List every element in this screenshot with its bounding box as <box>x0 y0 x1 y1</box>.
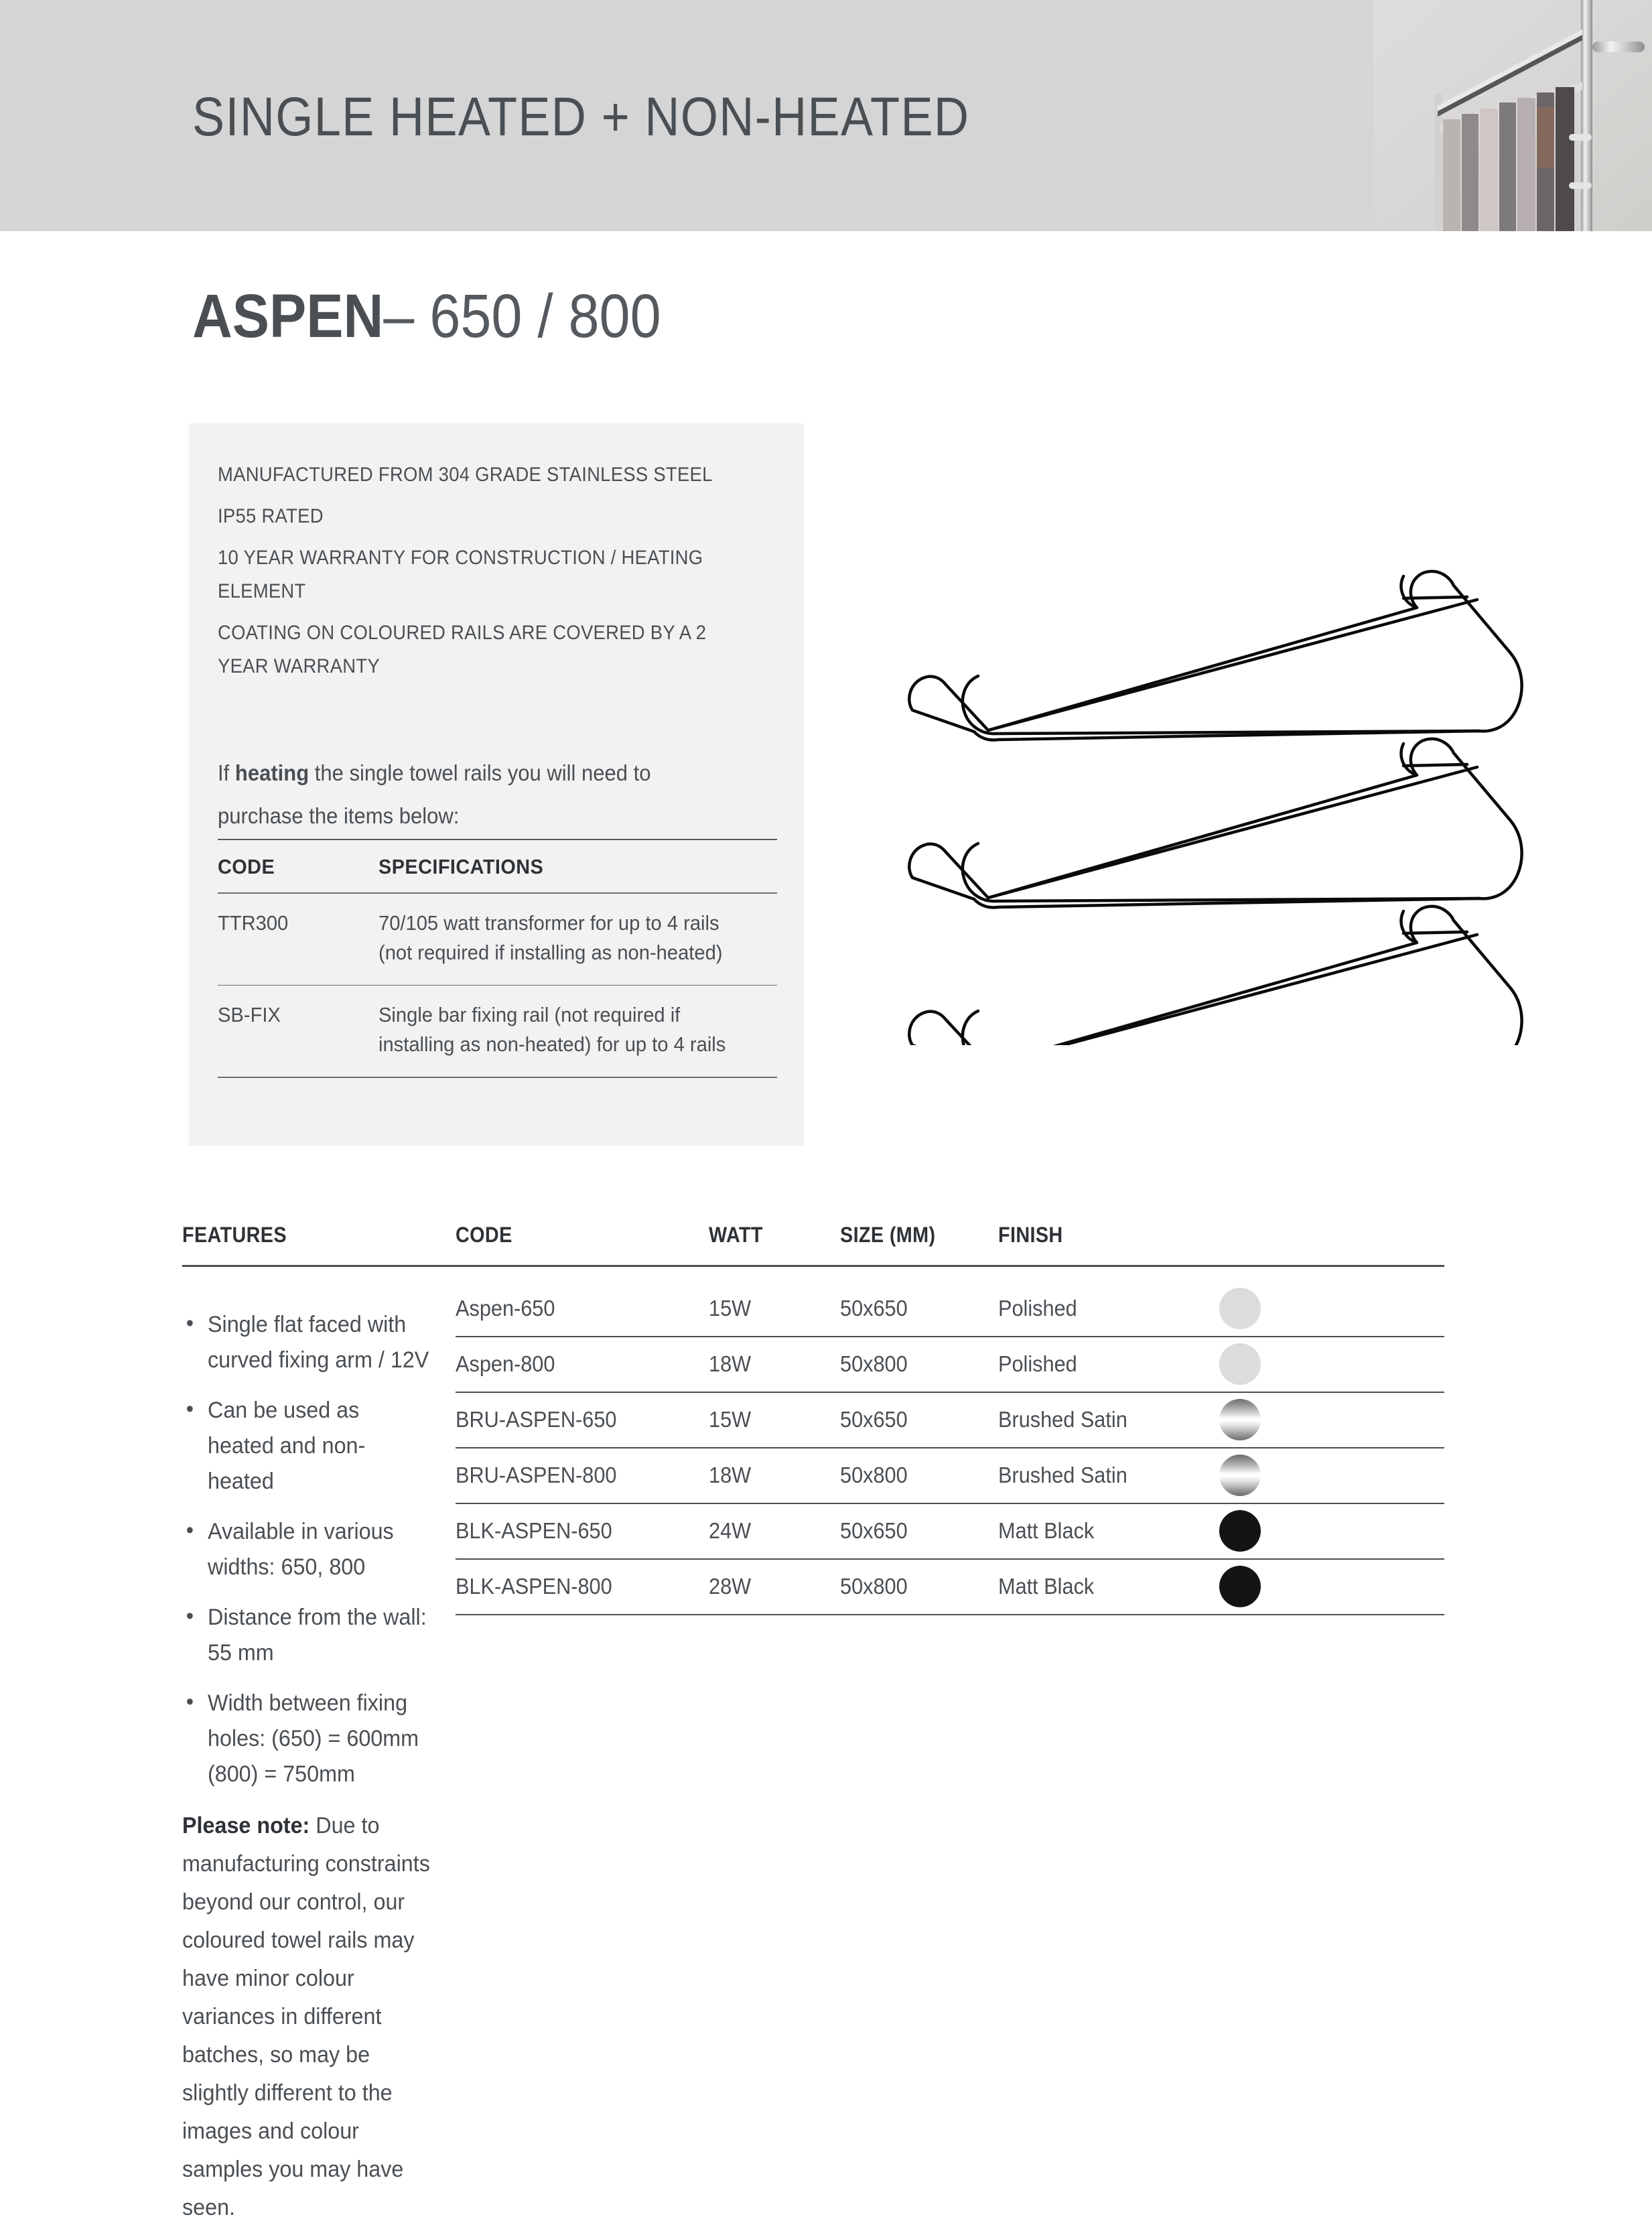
variant-size: 50x800 <box>840 1463 908 1487</box>
variant-finish: Brushed Satin <box>998 1407 1127 1432</box>
variant-code: BLK-ASPEN-650 <box>456 1518 612 1543</box>
specifications-info-box <box>189 423 804 1146</box>
variant-code: BRU-ASPEN-650 <box>456 1407 617 1432</box>
variant-watt: 18W <box>709 1351 752 1376</box>
towel-ladder-photo-icon <box>1373 0 1652 231</box>
variant-watt: 15W <box>709 1407 752 1432</box>
table-row[interactable] <box>456 1560 1444 1615</box>
feature-item: • Width between fixing holes: (650) = 600mm (800) = 750mm <box>182 1686 431 1792</box>
variant-code: BLK-ASPEN-800 <box>456 1574 612 1599</box>
page-title: SINGLE HEATED + NON-HEATED <box>192 86 970 147</box>
finish-swatch-brushed-satin <box>1219 1399 1261 1440</box>
finish-swatch-matt-black <box>1219 1510 1261 1552</box>
finish-swatch-polished <box>1219 1343 1261 1385</box>
product-sizes: – 650 / 800 <box>383 282 661 350</box>
accessory-spec: 70/105 watt transformer for up to 4 rails (not required if installing as non-heated) <box>378 910 723 964</box>
heating-note-suffix: the single towel rails you will need to purchase the items below: <box>218 760 651 828</box>
table-header-row <box>182 1208 1444 1247</box>
variant-finish: Matt Black <box>998 1518 1095 1543</box>
finish-swatch-brushed-satin <box>1219 1455 1261 1496</box>
accessory-code-table <box>218 839 777 1078</box>
variant-size: 50x650 <box>840 1518 908 1543</box>
product-variants-section <box>182 1208 1444 2227</box>
spec-line: 10 YEAR WARRANTY FOR CONSTRUCTION / HEATING ELEMENT <box>218 547 703 602</box>
variant-rows <box>456 1267 1444 2227</box>
column-header-features: FEATURES <box>182 1223 287 1247</box>
variant-watt: 15W <box>709 1296 752 1321</box>
table-row[interactable] <box>456 1282 1444 1337</box>
accessory-code: TTR300 <box>218 910 289 935</box>
variant-code: Aspen-650 <box>456 1296 555 1321</box>
column-header-specifications: SPECIFICATIONS <box>378 855 544 878</box>
column-header-watt: WATT <box>709 1223 763 1247</box>
product-name: ASPEN <box>192 282 384 350</box>
column-header-finish: FINISH <box>998 1223 1063 1247</box>
variant-finish: Matt Black <box>998 1574 1095 1599</box>
table-row[interactable] <box>456 1448 1444 1504</box>
heating-note-prefix: If <box>218 760 235 785</box>
please-note-label: Please note: <box>182 1812 310 1838</box>
table-row[interactable] <box>456 1337 1444 1393</box>
table-row <box>218 986 777 1077</box>
variant-size: 50x650 <box>840 1296 908 1321</box>
table-row[interactable] <box>456 1504 1444 1560</box>
product-title <box>192 281 661 352</box>
variant-watt: 24W <box>709 1518 752 1543</box>
feature-item: • Available in various widths: 650, 800 <box>182 1514 431 1585</box>
spec-line: MANUFACTURED FROM 304 GRADE STAINLESS STEEL <box>218 464 713 486</box>
feature-item: • Single flat faced with curved fixing arm / 12V <box>182 1307 431 1378</box>
variant-watt: 28W <box>709 1574 752 1599</box>
variant-watt: 18W <box>709 1463 752 1487</box>
column-header-code: CODE <box>456 1223 512 1247</box>
feature-item: • Distance from the wall: 55 mm <box>182 1600 431 1671</box>
finish-swatch-polished <box>1219 1288 1261 1329</box>
spec-line: COATING ON COLOURED RAILS ARE COVERED BY A 2 YEAR WARRANTY <box>218 622 707 677</box>
product-line-drawings <box>871 509 1541 1045</box>
accessory-code: SB-FIX <box>218 1003 281 1026</box>
variant-size: 50x650 <box>840 1407 908 1432</box>
table-row <box>218 894 777 985</box>
accessory-spec: Single bar fixing rail (not required if installing as non-heated) for up to 4 rails <box>378 1003 726 1056</box>
heating-note <box>218 752 721 837</box>
variant-code: BRU-ASPEN-800 <box>456 1463 617 1487</box>
please-note-text: Due to manufacturing constraints beyond our control, our coloured towel rails may have minor colour variances in different batches, so may be slightly different to the images and colour samples you may have seen. <box>182 1812 430 2220</box>
specifications-list <box>218 458 774 691</box>
variant-finish: Polished <box>998 1296 1077 1321</box>
towel-rail-drawing-icon <box>871 509 1541 1045</box>
table-row[interactable] <box>456 1393 1444 1448</box>
features-column <box>182 1267 456 2227</box>
variant-size: 50x800 <box>840 1351 908 1376</box>
features-list <box>182 1307 443 1792</box>
variant-size: 50x800 <box>840 1574 908 1599</box>
variant-finish: Polished <box>998 1351 1077 1376</box>
column-header-code: CODE <box>218 855 275 878</box>
heating-note-emphasis: heating <box>234 760 309 785</box>
feature-item: • Can be used as heated and non-heated <box>182 1393 431 1499</box>
variant-finish: Brushed Satin <box>998 1463 1127 1487</box>
please-note-paragraph <box>182 1807 431 2227</box>
hero-photo <box>1373 0 1652 231</box>
column-header-size: SIZE (MM) <box>840 1223 936 1247</box>
finish-swatch-matt-black <box>1219 1566 1261 1607</box>
variant-code: Aspen-800 <box>456 1351 555 1376</box>
table-header-row <box>218 840 777 892</box>
table-rule <box>218 1077 777 1078</box>
spec-line: IP55 RATED <box>218 505 324 527</box>
